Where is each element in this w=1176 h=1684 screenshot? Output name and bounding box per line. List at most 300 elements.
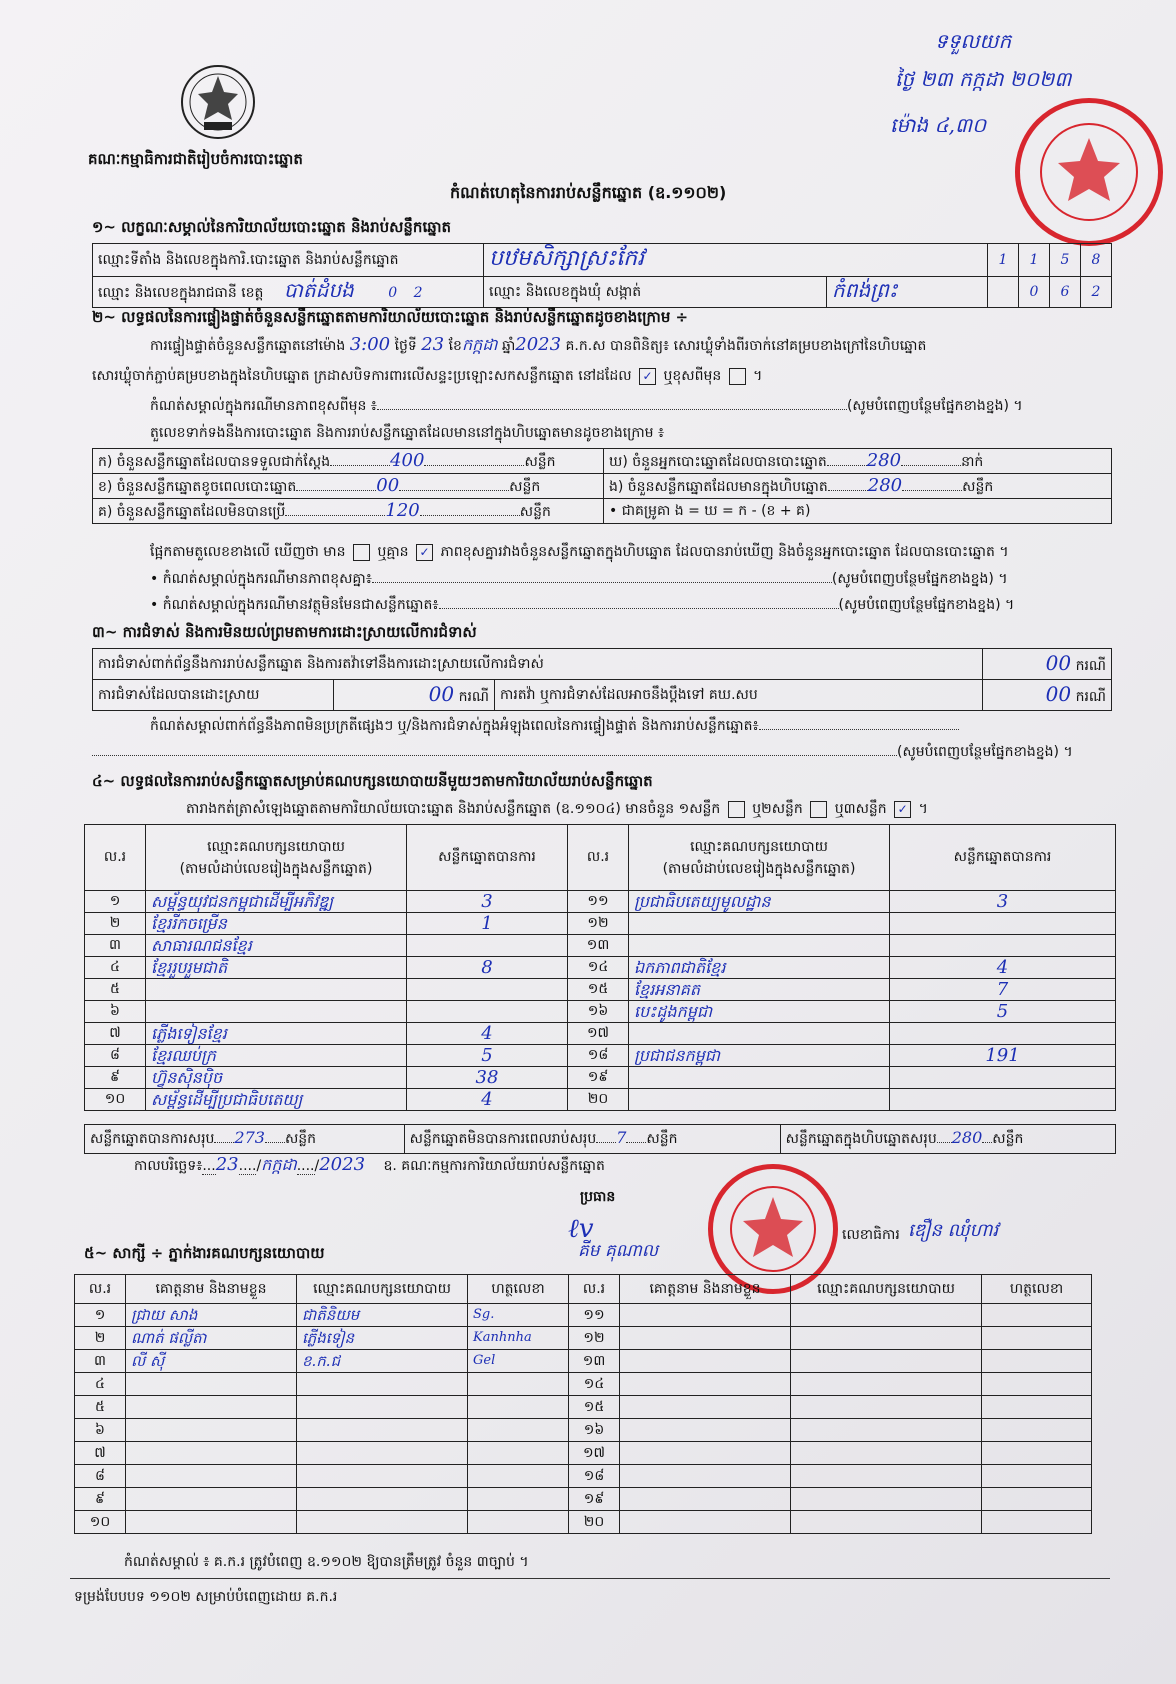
commune-digit: 6 [1050, 277, 1081, 308]
station-info-table [92, 243, 1112, 308]
party-name: បេះដូងកម្ពុជា [629, 1001, 890, 1023]
count-value: 00 [376, 474, 400, 496]
party-votes: 38 [407, 1067, 568, 1089]
party-votes: 5 [407, 1045, 568, 1067]
witness-name [620, 1373, 791, 1396]
party-no: ១៩ [568, 1067, 629, 1089]
party-no: ១៧ [568, 1023, 629, 1045]
count-value: 120 [385, 499, 420, 521]
commune-label: ឈ្មោះ និងលេខក្នុងឃុំ សង្កាត់ [484, 277, 827, 308]
text: សន្លឹក [646, 1131, 678, 1147]
party-no: ៨ [85, 1045, 146, 1067]
witness-no: ៩ [75, 1488, 126, 1511]
party-no: ១៥ [568, 979, 629, 1001]
witness-no: ១ [75, 1304, 126, 1327]
witness-name [620, 1350, 791, 1373]
party-no: ៩ [85, 1067, 146, 1089]
party-name [629, 1023, 890, 1045]
witness-no: ២ [75, 1327, 126, 1350]
party-votes: 4 [890, 957, 1116, 979]
section3-fill [92, 743, 1073, 761]
witness-no: ៥ [75, 1396, 126, 1419]
table-row [85, 1089, 1116, 1111]
count-label: ឃ) ចំនួនអ្នកបោះឆ្នោតដែលបានបោះឆ្នោត [609, 453, 827, 470]
text: កំណត់សម្គាល់ពាក់ព័ន្ធនឹងភាពមិនប្រក្រតីផ្សេងៗ ឬ/និងការជំទាស់ក្នុងអំឡុងពេលនៃការផ្ទៀងផ្ទាត់ និងការរាប់សន្លឹកឆ្នោត៖ [150, 718, 759, 734]
table-row [75, 1488, 1092, 1511]
table-row [75, 1350, 1092, 1373]
party-votes: 191 [890, 1045, 1116, 1067]
text: សន្លឹកឆ្នោតក្នុងហិបឆ្នោតសរុប [785, 1131, 937, 1147]
text: • កំណត់សម្គាល់ក្នុងករណីមានវត្ថុមិនមែនជាសន្លឹកឆ្នោត៖ [150, 597, 439, 613]
table-row [85, 957, 1116, 979]
resolved-label: ការជំទាស់ដែលបានដោះស្រាយ [93, 680, 334, 711]
witness-party [297, 1373, 468, 1396]
commune-digit: 0 [1019, 277, 1050, 308]
table-row [75, 1465, 1092, 1488]
count-label: ក) ចំនួនសន្លឹកឆ្នោតដែលបានទទួលជាក់ស្តែង [98, 453, 331, 470]
party-name [629, 1089, 890, 1111]
table-row [75, 1373, 1092, 1396]
text: ឆ្នាំ [501, 338, 516, 354]
witness-party: ខ.ក.ជ [297, 1350, 468, 1373]
section2-bullet2 [150, 596, 1014, 614]
table-row [85, 935, 1116, 957]
party-name [629, 1067, 890, 1089]
witness-no: ១០ [75, 1511, 126, 1534]
unit: ករណី [458, 689, 489, 705]
witness-no: ១១ [569, 1304, 620, 1327]
check-year: 2023 [515, 334, 562, 355]
party-no: ១ [85, 891, 146, 913]
count-value: 400 [390, 449, 425, 471]
witness-party [297, 1511, 468, 1534]
table-row [75, 1396, 1092, 1419]
party-rows [85, 891, 1116, 1111]
witness-party [297, 1488, 468, 1511]
witness-signature [468, 1419, 569, 1442]
section4-intro: តារាងកត់ត្រាសំឡេងឆ្នោតតាមការិយាល័យបោះឆ្នោត និងរាប់សន្លឹកឆ្នោត (ឧ.១១០៤) មានចំនួន ១សន្លឹក ឬ២សន្លឹក ឬ៣សន្លឹក ✓ ។ [186, 801, 928, 817]
witness-name [126, 1419, 297, 1442]
text: គ.ក.ស បានពិនិត្យ៖ សោរឃ្លុំទាំងពីរចាក់នៅគម្របខាងក្រៅនៃហិបឆ្នោត [565, 338, 927, 354]
party-no: ៣ [85, 935, 146, 957]
witness-name: លី ស៊ី [126, 1350, 297, 1373]
table-row [85, 1067, 1116, 1089]
col-no: ល.រ [568, 825, 629, 891]
check-month: កក្កដា [461, 335, 498, 354]
text: ឬ២សន្លឹក [752, 801, 803, 817]
party-name: សម្ព័ន្ធយុវជនកម្ពុជាដើម្បីអភិវឌ្ឍ [146, 891, 407, 913]
witness-name: ជ្រាយ សាង [126, 1304, 297, 1327]
district-row [93, 277, 484, 308]
section5-heading: ៥~ សាក្សី ÷ ភ្នាក់ងារគណបក្សនយោបាយ [84, 1244, 325, 1262]
witness-signature [982, 1419, 1092, 1442]
party-name [146, 1001, 407, 1023]
section3-heading: ៣~ ការជំទាស់ និងការមិនយល់ព្រមតាមការដោះស្រាយលើការជំទាស់ [92, 623, 477, 641]
count-unit: នាក់ [961, 453, 984, 470]
witness-name [620, 1465, 791, 1488]
party-no: ១១ [568, 891, 629, 913]
witness-name [620, 1442, 791, 1465]
party-votes [890, 1089, 1116, 1111]
party-no: ១៣ [568, 935, 629, 957]
text: (សូមបំពេញបន្ថែមផ្នែកខាងខ្នង) ។ [846, 398, 1023, 414]
witness-signature [468, 1442, 569, 1465]
count-unit: សន្លឹក [962, 478, 994, 495]
table-row [75, 1419, 1092, 1442]
party-votes: 5 [890, 1001, 1116, 1023]
date-year: 2023 [319, 1154, 366, 1175]
witness-signature [982, 1350, 1092, 1373]
witness-signature [982, 1465, 1092, 1488]
text: កាលបរិច្ឆេទ៖ [134, 1158, 203, 1174]
table-row [75, 1304, 1092, 1327]
party-results-table [84, 824, 1116, 1144]
witness-no: ៦ [75, 1419, 126, 1442]
col-party: ឈ្មោះគណបក្សនយោបាយ [791, 1275, 982, 1304]
station-digit: 8 [1081, 244, 1112, 277]
witness-party [791, 1419, 982, 1442]
witness-party [297, 1442, 468, 1465]
witness-no: ៣ [75, 1350, 126, 1373]
witness-party [791, 1488, 982, 1511]
witness-name [620, 1419, 791, 1442]
table-row [75, 1511, 1092, 1534]
party-no: ២ [85, 913, 146, 935]
witness-signature: Sg. [468, 1304, 569, 1327]
witness-signature [982, 1304, 1092, 1327]
witness-name [620, 1327, 791, 1350]
witness-signature [468, 1373, 569, 1396]
col-no: ល.រ [85, 825, 146, 891]
text: (តាមលំដាប់លេខរៀងក្នុងសន្លឹកឆ្នោត) [662, 860, 856, 877]
witness-party [791, 1350, 982, 1373]
text: ថ្ងៃទី [394, 338, 417, 354]
party-votes: 4 [407, 1089, 568, 1111]
witness-name [126, 1465, 297, 1488]
witness-party [297, 1396, 468, 1419]
witness-party [297, 1465, 468, 1488]
col-votes: សន្លឹកឆ្នោតបានការ [407, 825, 568, 891]
col-name: គោត្តនាម និងនាមខ្លួន [126, 1275, 297, 1304]
witness-name [126, 1488, 297, 1511]
official-stamp-top [1015, 98, 1163, 246]
count-figures-table [92, 448, 1112, 524]
date-month: កក្កដា [261, 1155, 297, 1174]
text: ឬគ្មាន [377, 544, 409, 560]
form-note: ទម្រង់បែបបទ ១១០២ សម្រាប់បំពេញដោយ គ.ក.រ [74, 1589, 338, 1605]
witness-party [791, 1442, 982, 1465]
text: ការផ្ទៀងផ្ទាត់ចំនួនសន្លឹកឆ្នោតនៅម៉ោង [150, 338, 346, 354]
witness-no: ១៣ [569, 1350, 620, 1373]
party-no: ១៦ [568, 1001, 629, 1023]
party-name [629, 913, 890, 935]
party-no: ៦ [85, 1001, 146, 1023]
section2-para3 [150, 397, 1023, 415]
commune-digit: 2 [1081, 277, 1112, 308]
section3-note [150, 717, 959, 735]
party-name [629, 935, 890, 957]
text: សន្លឹក [284, 1131, 317, 1147]
witness-no: ៧ [75, 1442, 126, 1465]
witness-party [791, 1511, 982, 1534]
witness-signature [982, 1511, 1092, 1534]
no-difference-checkbox[interactable]: ✓ [416, 544, 433, 561]
received-note-line3: ម៉ោង ៤,៣០ [890, 113, 987, 137]
one-sheet-checkbox[interactable] [728, 801, 745, 818]
footer-divider [70, 1578, 1110, 1579]
objection-table [92, 648, 1112, 711]
witness-party: ភ្លើងទៀន [297, 1327, 468, 1350]
witness-name [126, 1373, 297, 1396]
count-unit: សន្លឹក [524, 453, 556, 470]
text: ឧ. គណៈកម្មការការិយាល័យរាប់សន្លឹកឆ្នោត [383, 1158, 605, 1174]
page-title: កំណត់ហេតុនៃការរាប់សន្លឹកឆ្នោត (ឧ.១១០២) [450, 183, 727, 202]
footer-note: កំណត់សម្គាល់ ៖ គ.ក.រ ត្រូវបំពេញ ឧ.១១០២ ឱ្យបានត្រឹមត្រូវ ចំនួន ៣ច្បាប់ ។ [124, 1554, 529, 1570]
witness-party: ជាតិនិយម [297, 1304, 468, 1327]
party-votes [890, 1023, 1116, 1045]
witness-rows [75, 1304, 1092, 1534]
party-votes [890, 913, 1116, 935]
witness-no: ១៦ [569, 1419, 620, 1442]
witness-name [620, 1511, 791, 1534]
unit: ករណី [1075, 689, 1106, 705]
witness-signature: Gel [468, 1350, 569, 1373]
witness-no: ៨ [75, 1465, 126, 1488]
section2-para2: សោរឃ្លុំចាក់ភ្ជាប់គម្របខាងក្នុងនៃហិបឆ្នោត ក្រដាសបិទការពារលើសន្ទះប្រឡោះសកសន្លឹកឆ្នោត នៅដដែល ✓ ឬខុសពីមុន ។ [92, 368, 763, 384]
party-name: ហ៊្វុនស៊ិនប៉ិច [146, 1067, 407, 1089]
table-row [75, 1442, 1092, 1465]
party-name: ខ្មែរឈប់ក្រ [146, 1045, 407, 1067]
station-digit: 5 [1050, 244, 1081, 277]
formula: • ជាគម្រូគា ង = ឃ = ក - (ខ + គ) [609, 502, 811, 519]
text: • កំណត់សម្គាល់ក្នុងករណីមានភាពខុសគ្នា៖ [150, 571, 372, 587]
party-name: ខ្មែររីកចម្រើន [146, 913, 407, 935]
witness-no: ១៩ [569, 1488, 620, 1511]
date-line: កាលបរិច្ឆេទ៖...23..../កក្កដា..../2023 ឧ. គណៈកម្មការការិយាល័យរាប់សន្លឹកឆ្នោត [134, 1154, 605, 1175]
witness-signature [982, 1396, 1092, 1419]
secretary-label: លេខាធិការ [842, 1227, 900, 1243]
chair-signature: ℓv [568, 1214, 594, 1244]
text: ឈ្មោះគណបក្សនយោបាយ [690, 838, 828, 855]
text: (សូមបំពេញបន្ថែមផ្នែកខាងខ្នង) ។ [897, 744, 1073, 760]
party-no: ១២ [568, 913, 629, 935]
col-party [146, 825, 407, 891]
has-difference-checkbox[interactable] [353, 544, 370, 561]
text: (សូមបំពេញបន្ថែមផ្នែកខាងខ្នង) ។ [838, 597, 1015, 613]
section2-para5 [150, 543, 1009, 561]
col-sign: ហត្ថលេខា [468, 1275, 569, 1304]
check-day: 23 [421, 334, 445, 355]
witness-no: ៤ [75, 1373, 126, 1396]
text: (តាមលំដាប់លេខរៀងក្នុងសន្លឹកឆ្នោត) [179, 860, 373, 877]
totals-row [84, 1124, 1116, 1154]
chair-name: គីម គុណាល [578, 1241, 659, 1261]
party-no: ១០ [85, 1089, 146, 1111]
party-no: ១៨ [568, 1045, 629, 1067]
witness-no: ១៨ [569, 1465, 620, 1488]
witness-name [126, 1442, 297, 1465]
date-day: 23 [215, 1154, 239, 1175]
party-no: ២០ [568, 1089, 629, 1111]
section2-heading: ២~ លទ្ធផលនៃការផ្ទៀងផ្ទាត់ចំនួនសន្លឹកឆ្នោតតាមការិយាល័យបោះឆ្នោត និងរាប់សន្លឹកឆ្នោតដូចខាងក្រោម ÷ [92, 308, 689, 326]
text: សោរឃ្លុំចាក់ភ្ជាប់គម្របខាងក្នុងនៃហិបឆ្នោត ក្រដាសបិទការពារលើសន្ទះប្រឡោះសកសន្លឹកឆ្នោត នៅដដែល [92, 368, 632, 384]
text: ភាពខុសគ្នារវាងចំនួនសន្លឹកឆ្នោតក្នុងហិបឆ្នោត ដែលបានរាប់ឃើញ និងចំនួនអ្នកបោះឆ្នោត ដែលបានបោះឆ្នោត ។ [440, 544, 1009, 560]
appeal-value: 00 [1045, 682, 1072, 706]
section2-bullet1 [150, 570, 1008, 588]
witness-name [126, 1396, 297, 1419]
station-label: ឈ្មោះទីតាំង និងលេខក្នុងការិ.បោះឆ្នោត និងរាប់សន្លឹកឆ្នោត [93, 244, 484, 277]
section2-para1 [150, 336, 926, 355]
witness-name [620, 1396, 791, 1419]
witness-no: ១៧ [569, 1442, 620, 1465]
section4-heading: ៤~ លទ្ធផលនៃការរាប់សន្លឹកឆ្នោតសម្រាប់គណបក្សនយោបាយនីមួយៗតាមការិយាល័យរាប់សន្លឹកឆ្នោត [92, 772, 653, 790]
count-label: ង) ចំនួនសន្លឹកឆ្នោតដែលមានក្នុងហិបឆ្នោត [609, 478, 828, 495]
party-name: សម្ព័ន្ធដើម្បីប្រជាធិបតេយ្យ [146, 1089, 407, 1111]
witness-party [297, 1419, 468, 1442]
witness-name [126, 1511, 297, 1534]
witness-signature [982, 1373, 1092, 1396]
commune-name: កំពង់ព្រះ [827, 277, 988, 308]
col-name: គោត្តនាម និងនាមខ្លួន [620, 1275, 791, 1304]
witness-signature [982, 1488, 1092, 1511]
unchanged-checkbox[interactable]: ✓ [639, 368, 656, 385]
party-no: ៤ [85, 957, 146, 979]
objection-row1-value: 00 [1045, 651, 1072, 675]
party-votes [407, 979, 568, 1001]
witness-table [74, 1274, 1092, 1534]
party-no: ៧ [85, 1023, 146, 1045]
party-votes: 4 [407, 1023, 568, 1045]
col-no: ល.រ [569, 1275, 620, 1304]
text: ឈ្មោះគណបក្សនយោបាយ [207, 838, 345, 855]
count-value: 280 [867, 474, 903, 496]
col-party [629, 825, 890, 891]
table-row [85, 979, 1116, 1001]
section1-heading: ១~ លក្ខណៈសម្គាល់នៃការិយាល័យបោះឆ្នោត និងរាប់សន្លឹកឆ្នោត [92, 218, 452, 236]
objection-row1-label: ការជំទាស់ពាក់ព័ន្ធនឹងការរាប់សន្លឹកឆ្នោត និងការតវ៉ាទៅនឹងការដោះស្រាយលើការជំទាស់ [93, 649, 983, 680]
received-note-line1: ទទួលយក [935, 29, 1012, 53]
col-sign: ហត្ថលេខា [982, 1275, 1092, 1304]
text: ខែ [448, 338, 462, 354]
text: សន្លឹកឆ្នោតមិនបានការពេលរាប់សរុប [409, 1131, 597, 1147]
text: ឬ៣សន្លឹក [834, 801, 887, 817]
station-name: បឋមសិក្សាស្រះកែវ [484, 244, 988, 277]
witness-no: ១៥ [569, 1396, 620, 1419]
witness-signature [468, 1488, 569, 1511]
witness-no: ២០ [569, 1511, 620, 1534]
witness-name: ណាត់ ផល្លីតា [126, 1327, 297, 1350]
table-row [85, 1001, 1116, 1023]
party-name: ប្រជាជនកម្ពុជា [629, 1045, 890, 1067]
text: សន្លឹក [992, 1131, 1024, 1147]
witness-party [791, 1396, 982, 1419]
total-box-value: 280 [951, 1128, 983, 1147]
witness-signature [468, 1465, 569, 1488]
witness-name [620, 1304, 791, 1327]
party-votes [890, 1067, 1116, 1089]
witness-party [791, 1373, 982, 1396]
text: ផ្អែកតាមតួលេខខាងលើ ឃើញថា មាន [150, 544, 346, 560]
witness-party [791, 1465, 982, 1488]
org-name: គណៈកម្មាធិការជាតិរៀបចំការបោះឆ្នោត [88, 150, 303, 168]
party-no: ១៤ [568, 957, 629, 979]
three-sheet-checkbox[interactable]: ✓ [894, 801, 911, 818]
table-row [75, 1327, 1092, 1350]
text: (សូមបំពេញបន្ថែមផ្នែកខាងខ្នង) ។ [831, 571, 1008, 587]
check-time: 3:00 [349, 334, 391, 355]
table-row [85, 1023, 1116, 1045]
text: កំណត់សម្គាល់ក្នុងករណីមានភាពខុសពីមុន ៖ [150, 398, 377, 414]
unit: ករណី [1075, 658, 1106, 674]
changed-checkbox[interactable] [729, 368, 746, 385]
party-votes: 8 [407, 957, 568, 979]
party-votes: 7 [890, 979, 1116, 1001]
witness-no: ១៤ [569, 1373, 620, 1396]
party-votes [890, 935, 1116, 957]
count-value: 280 [866, 449, 902, 471]
station-digit: 1 [1019, 244, 1050, 277]
party-votes [407, 1001, 568, 1023]
total-valid-value: 273 [234, 1128, 265, 1147]
district-digit: 0 [388, 285, 398, 301]
table-row [85, 1045, 1116, 1067]
party-votes: 3 [407, 891, 568, 913]
party-name: ភ្លើងទៀនខ្មែរ [146, 1023, 407, 1045]
witness-signature [468, 1396, 569, 1419]
count-unit: សន្លឹក [519, 503, 551, 520]
count-label: គ) ចំនួនសន្លឹកឆ្នោតដែលមិនបានប្រើ [98, 503, 286, 520]
table-row [85, 891, 1116, 913]
witness-signature [468, 1511, 569, 1534]
text: សន្លឹកឆ្នោតបានការសរុប [90, 1131, 215, 1147]
district-digit: 2 [413, 285, 423, 301]
witness-signature [982, 1442, 1092, 1465]
count-unit: សន្លឹក [509, 478, 541, 495]
col-votes: សន្លឹកឆ្នោតបានការ [890, 825, 1116, 891]
count-label: ខ) ចំនួនសន្លឹកឆ្នោតខូចពេលបោះឆ្នោត [98, 478, 297, 495]
col-no: ល.រ [75, 1275, 126, 1304]
text: ឬខុសពីមុន [663, 368, 722, 384]
party-name: ប្រជាធិបតេយ្យមូលដ្ឋាន [629, 891, 890, 913]
received-note-line2: ថ្ងៃ ២៣ កក្កដា ២០២៣ [895, 67, 1072, 91]
two-sheet-checkbox[interactable] [810, 801, 827, 818]
witness-party [791, 1304, 982, 1327]
party-name [146, 979, 407, 1001]
witness-signature: Kanhnha [468, 1327, 569, 1350]
party-name: ខ្មែររួបរួមជាតិ [146, 957, 407, 979]
party-votes [407, 935, 568, 957]
party-name: ខ្មែរអនាគត [629, 979, 890, 1001]
district-label: ឈ្មោះ និងលេខក្នុងរាជធានី ខេត្ត [98, 285, 264, 301]
party-name: សាធារណជនខ្មែរ [146, 935, 407, 957]
witness-party [791, 1327, 982, 1350]
text: តារាងកត់ត្រាសំឡេងឆ្នោតតាមការិយាល័យបោះឆ្នោត និងរាប់សន្លឹកឆ្នោត (ឧ.១១០៤) មានចំនួន ១សន្លឹក [186, 801, 721, 817]
party-name: ឯកភាពជាតិខ្មែរ [629, 957, 890, 979]
appeal-label: ការតវ៉ា ឬការជំទាស់ដែលអាចនឹងប្តឹងទៅ គឃ.សប [495, 680, 983, 711]
party-votes: 1 [407, 913, 568, 935]
col-party: ឈ្មោះគណបក្សនយោបាយ [297, 1275, 468, 1304]
results-grid [84, 824, 1116, 1111]
station-digit: 1 [988, 244, 1019, 277]
party-votes: 3 [890, 891, 1116, 913]
total-invalid-value: 7 [616, 1128, 627, 1147]
nec-emblem-icon [178, 62, 258, 142]
witness-signature [982, 1327, 1092, 1350]
section2-para4: តួលេខទាក់ទងនឹងការបោះឆ្នោត និងការរាប់សន្លឹកឆ្នោតដែលមាននៅក្នុងហិបឆ្នោតមានដូចខាងក្រោម ៖ [150, 425, 665, 441]
table-row [85, 913, 1116, 935]
chair-label: ប្រធាន [580, 1189, 616, 1205]
secretary-name: ឌឿន ឈុំហាវ [908, 1220, 999, 1241]
